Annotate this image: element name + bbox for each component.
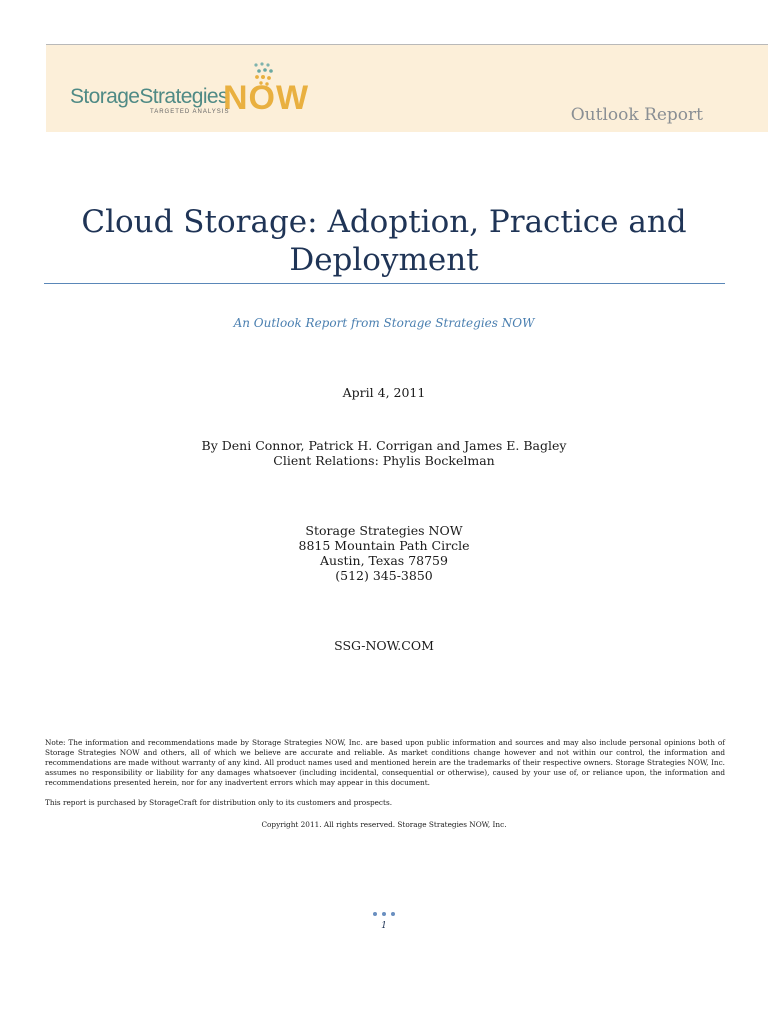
report-date: April 4, 2011: [342, 385, 426, 400]
website-link[interactable]: SSG-NOW.COM: [334, 638, 434, 653]
report-subtitle: An Outlook Report from Storage Strategies NOW: [233, 316, 535, 330]
client-relations: Client Relations: Phylis Bockelman: [273, 453, 495, 468]
address-street: 8815 Mountain Path Circle: [298, 538, 470, 553]
report-title-line-1: Cloud Storage: Adoption, Practice and: [81, 204, 687, 240]
purchase-note: This report is purchased by StorageCraft for distribution only to its customers and prospects.: [45, 798, 393, 807]
address-phone: (512) 345-3850: [335, 568, 433, 583]
logo-name: StorageStrategies: [70, 85, 228, 108]
page-dots-ornament: [371, 910, 397, 918]
address-city: Austin, Texas 78759: [320, 553, 448, 568]
report-title-line-2: Deployment: [289, 242, 479, 278]
storage-strategies-now-logo: [70, 61, 330, 119]
report-title: [46, 203, 722, 279]
title-divider: [44, 283, 725, 284]
address-company: Storage Strategies NOW: [305, 523, 463, 538]
logo-now: NOW: [223, 79, 310, 117]
logo-tagline: TARGETED ANALYSIS: [150, 109, 230, 115]
report-banner: [46, 44, 768, 132]
report-type-label: Outlook Report: [570, 105, 703, 125]
disclaimer-note: Note: The information and recommendations made by Storage Strategies NOW, Inc. are based upon public information and sources and may also include personal opinions both of Storage Strategies NOW and others, all of which we believe are accurate and reliable. As market conditions change however and not within our control, the information and recommendations are made without warranty of any kind. All product names used and mentioned herein are the trademarks of their respective owners. Storage Strategies NOW, Inc. assumes no responsibility or liability for any damages whatsoever (including incidental, consequential or otherwise), caused by your use of, or reliance upon, the information and recommendations presented herein, nor for any inadvertent errors which may appear in this document.: [45, 738, 725, 787]
page-number: 1: [381, 921, 387, 931]
copyright-notice: Copyright 2011. All rights reserved. Storage Strategies NOW, Inc.: [261, 820, 507, 829]
author-byline: By Deni Connor, Patrick H. Corrigan and James E. Bagley: [201, 438, 567, 453]
